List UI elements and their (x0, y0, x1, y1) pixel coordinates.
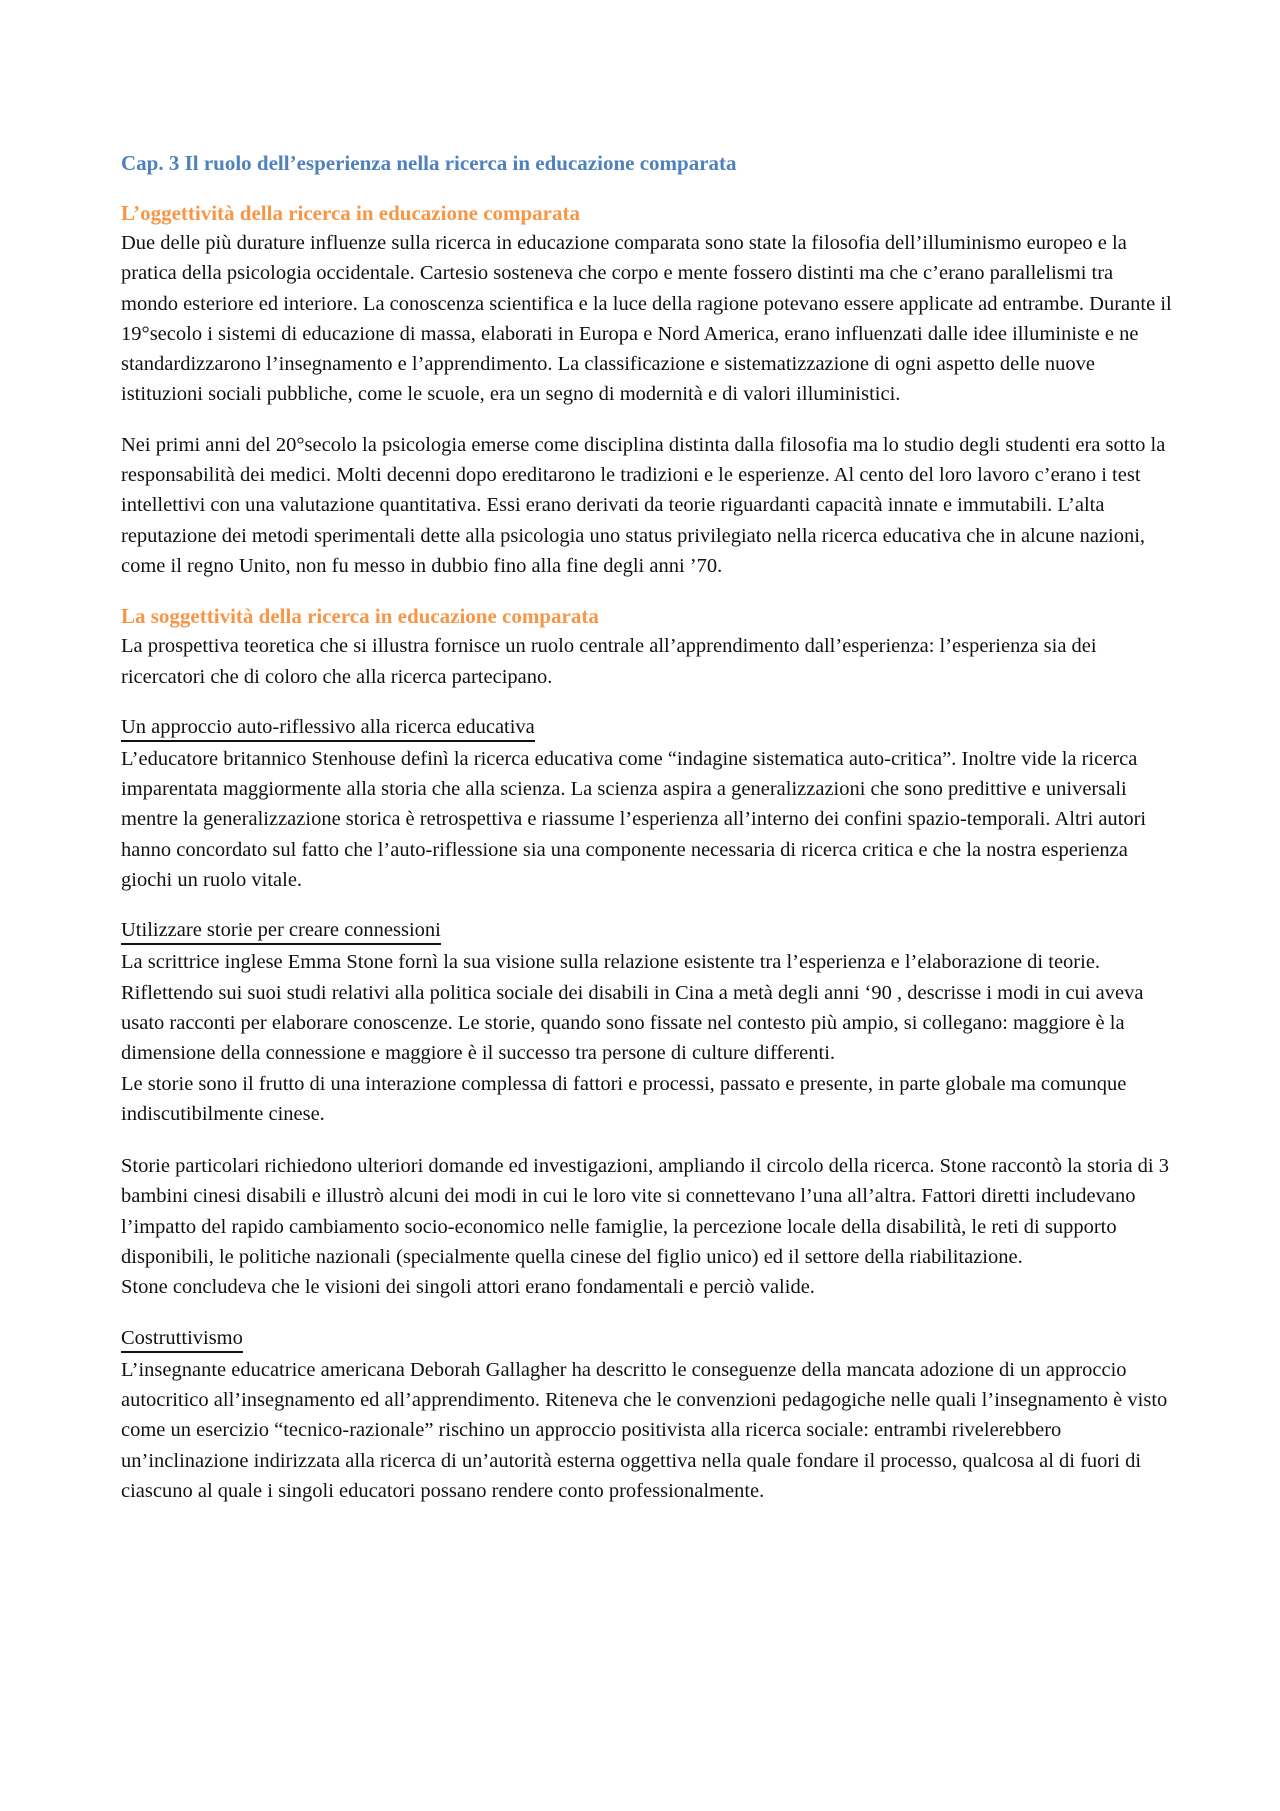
paragraph: Storie particolari richiedono ulteriori domande ed investigazioni, ampliando il circolo della ricerca. Stone raccontò la storia di 3 bambini cinesi disabili e illustrò alcuni dei modi in cui le loro vite si connettevano l’una all’altra. Fattori diretti includevano l’impatto del rapido cambiamento socio-economico nelle famiglie, la percezione locale della disabilità, le reti di supporto disponibili, le politiche nazionali (specialmente quella cinese del figlio unico) ed il settore della riabilitazione. (121, 1155, 1169, 1269)
section-title-subjectivity: La soggettività della ricerca in educazione comparata (121, 604, 599, 629)
subsection-title-self-reflective: Un approccio auto-riflessivo alla ricerca educativa (121, 714, 535, 742)
paragraph: Nei primi anni del 20°secolo la psicologia emerse come disciplina distinta dalla filosofia ma lo studio degli studenti era sotto la responsabilità dei medici. Molti decenni dopo ereditarono le tradizioni e le esperienze. Al cento del loro lavoro c’erano i test intellettivi con una valutazione quantitativa. Essi erano derivati da teorie riguardanti capacità innate e immutabili. L’alta reputazione dei metodi sperimentali dette alla psicologia uno status privilegiato nella ricerca educativa che in alcune nazioni, come il regno Unito, non fu messo in dubbio fino alla fine degli anni ’70. (121, 433, 1166, 577)
paragraph: L’insegnante educatrice americana Deborah Gallagher ha descritto le conseguenze della mancata adozione di un approccio autocritico all’insegnamento ed all’apprendimento. Riteneva che le convenzioni pedagogiche nelle quali l’insegnamento è visto come un esercizio “tecnico-razionale” rischino un approccio positivista alla ricerca sociale: entrambi rivelerebbero un’inclinazione indirizzata alla ricerca di un’autorità esterna oggettiva nella quale fondare il processo, qualcosa al di fuori di ciascuno al quale i singoli educatori possano rendere conto professionalmente. (121, 1358, 1168, 1502)
document-page (121, 148, 1173, 1506)
section-title-objectivity: L’oggettività della ricerca in educazione comparata (121, 201, 580, 225)
paragraph: Stone concludeva che le visioni dei singoli attori erano fondamentali e perciò valide. (121, 1276, 815, 1299)
paragraph: La prospettiva teoretica che si illustra fornisce un ruolo centrale all’apprendimento dall’esperienza: l’esperienza sia dei ricercatori che di coloro che alla ricerca partecipano. (121, 635, 1097, 688)
paragraph: Le storie sono il frutto di una interazione complessa di fattori e processi, passato e presente, in parte globale ma comunque indiscutibilmente cinese. (121, 1072, 1127, 1125)
paragraph: Due delle più durature influenze sulla ricerca in educazione comparata sono state la filosofia dell’illuminismo europeo e la pratica della psicologia occidentale. Cartesio sosteneva che corpo e mente fossero distinti ma che c’erano parallelismi tra mondo esteriore ed interiore. La conoscenza scientifica e la luce della ragione potevano essere applicate ad entrambe. Durante il 19°secolo i sistemi di educazione di massa, elaborati in Europa e Nord America, erano influenzati dalle idee illuministe e ne standardizzarono l’insegnamento e l’apprendimento. La classificazione e sistematizzazione di ogni aspetto delle nuove istituzioni sociali pubbliche, come le scuole, era un segno di modernità e di valori illuministici. (121, 232, 1172, 406)
paragraph: L’educatore britannico Stenhouse definì la ricerca educativa come “indagine sistematica auto-critica”. Inoltre vide la ricerca imparentata maggiormente alla storia che alla scienza. La scienza aspira a generalizzazioni che sono predittive e universali mentre la generalizzazione storica è retrospettiva e riassume l’esperienza all’interno dei confini spazio-temporali. Altri autori hanno concordato sul fatto che l’auto-riflessione sia una componente necessaria di ricerca critica e che la nostra esperienza giochi un ruolo vitale. (121, 747, 1147, 892)
chapter-title: Cap. 3 Il ruolo dell’esperienza nella ricerca in educazione comparata (121, 151, 737, 175)
subsection-title-constructivism: Costruttivismo (121, 1325, 243, 1353)
paragraph: La scrittrice inglese Emma Stone fornì la sua visione sulla relazione esistente tra l’esperienza e l’elaborazione di teorie. Riflettendo sui suoi studi relativi alla politica sociale dei disabili in Cina a metà degli anni ‘90 , descrisse i modi in cui aveva usato racconti per elaborare conoscenze. Le storie, quando sono fissate nel contesto più ampio, si collegano: maggiore è la dimensione della connessione e maggiore è il successo tra persone di culture differenti. (121, 951, 1144, 1065)
subsection-title-stories: Utilizzare storie per creare connessioni (121, 917, 441, 945)
